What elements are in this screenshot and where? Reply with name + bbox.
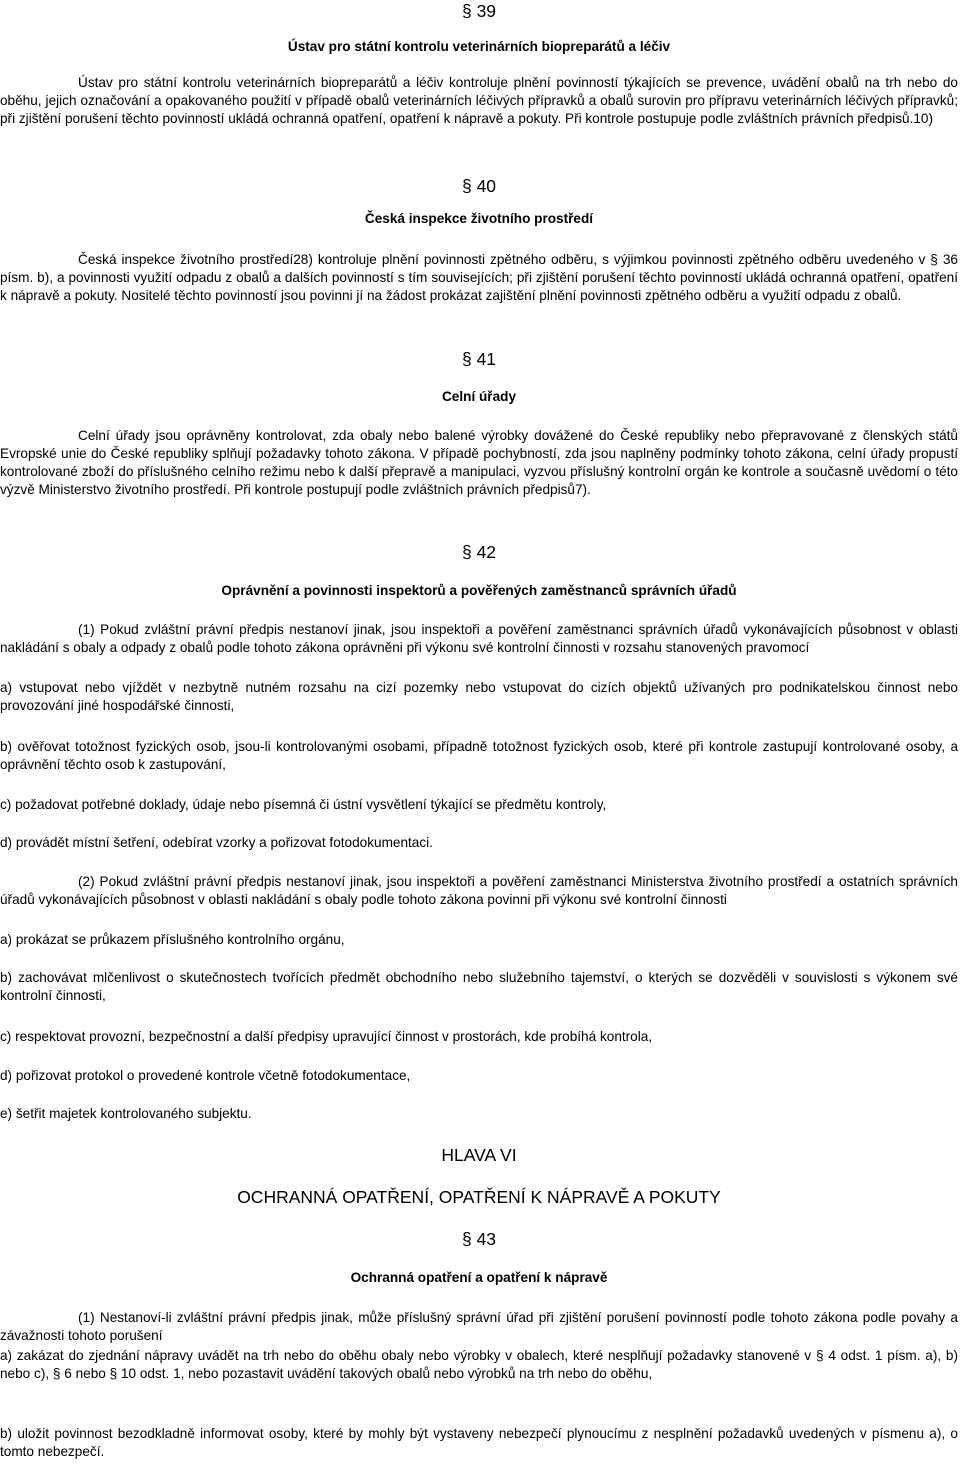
section-42-item-2c: c) respektovat provozní, bezpečnostní a další předpisy upravující činnost v prostorách, kde probíhá kontrola, [0, 1029, 653, 1044]
section-40-heading: § 40 [461, 176, 497, 196]
section-42-heading: § 42 [461, 542, 497, 562]
section-43-title: Ochranná opatření a opatření k nápravě [350, 1270, 608, 1285]
section-43-item-1a: a) zakázat do zjednání nápravy uvádět na trh nebo do oběhu obaly nebo výrobky v obalech, které nesplňují požadavky stanovené v § 4 odst. 1 písm. a), b) nebo c), § 6 nebo § 10 odst. 1, nebo pozastavit uvádění takových obalů nebo výrobků na trh nebo do oběhu, [0, 1348, 958, 1381]
section-42-item-1b: b) ověřovat totožnost fyzických osob, jsou-li kontrolovanými osobami, případně totožnost fyzických osob, které při kontrole zastupují kontrolované osoby, a oprávnění těchto osob k zastupování, [0, 739, 958, 772]
section-43-paragraph-1: (1) Nestanoví-li zvláštní právní předpis jinak, může příslušný správní úřad při zjištění porušení povinností podle tohoto zákona podle povahy a závažnosti tohoto porušení [0, 1310, 958, 1343]
section-41-title: Celní úřady [441, 389, 517, 404]
section-41-heading: § 41 [461, 349, 497, 369]
section-40-body: Česká inspekce životního prostředí28) kontroluje plnění povinnosti zpětného odběru, s výjimkou povinnosti zpětného odběru uvedeného v § 36 písm. b), a povinnosti využití odpadu z obalů a dalších povinností s tím souvisejících; při zjištění porušení těchto povinností ukládá ochranná opatření, opatření k nápravě a pokuty. Nositelé těchto povinností jsou povinni jí na žádost prokázat zajištění plnění povinnosti zpětného odběru a využití odpadu z obalů. [0, 252, 958, 303]
chapter-number: HLAVA VI [441, 1145, 517, 1165]
section-42-item-1a: a) vstupovat nebo vjíždět v nezbytně nutném rozsahu na cizí pozemky nebo vstupovat do cizích objektů užívaných pro podnikatelskou činnost nebo provozování jiné hospodářské činnosti, [0, 680, 958, 713]
section-39-heading: § 39 [461, 1, 497, 21]
section-42-paragraph-2: (2) Pokud zvláštní právní předpis nestanoví jinak, jsou inspektoři a pověření zaměstnanci Ministerstva životního prostředí a ostatních správních úřadů vykonávajících působnost v oblasti nakládání s obaly podle tohoto zákona povinni při výkonu své kontrolní činnosti [0, 874, 958, 907]
section-40-title: Česká inspekce životního prostředí [364, 211, 594, 226]
section-42-item-2b: b) zachovávat mlčenlivost o skutečnostech tvořících předmět obchodního nebo služebního tajemství, o kterých se dozvěděli v souvislosti s výkonem své kontrolní činnosti, [0, 970, 958, 1003]
section-43-heading: § 43 [461, 1229, 497, 1249]
section-42-item-1d: d) provádět místní šetření, odebírat vzorky a pořizovat fotodokumentaci. [0, 835, 433, 850]
section-43-item-1b: b) uložit povinnost bezodkladně informovat osoby, které by mohly být vystaveny nebezpečí plynoucímu z nesplnění požadavků uvedených v písmenu a), o tomto nebezpečí. [0, 1426, 958, 1459]
section-39-title: Ústav pro státní kontrolu veterinárních biopreparátů a léčiv [287, 39, 671, 54]
section-42-item-2e: e) šetřit majetek kontrolovaného subjektu. [0, 1106, 252, 1121]
section-42-item-2d: d) pořizovat protokol o provedené kontrole včetně fotodokumentace, [0, 1068, 411, 1083]
section-41-body: Celní úřady jsou oprávněny kontrolovat, zda obaly nebo balené výrobky dovážené do České republiky nebo přepravované z členských států Evropské unie do České republiky splňují požadavky tohoto zákona. V případě pochybností, zda jsou naplněny podmínky tohoto zákona, celní úřady propustí kontrolované zboží do příslušného celního režimu nebo k další přepravě a manipulaci, vyzvou příslušný kontrolní orgán ke kontrole a současně uvědomí o této výzvě Ministerstvo životního prostředí. Při kontrole postupují podle zvláštních právních předpisů7). [0, 428, 958, 497]
section-42-item-1c: c) požadovat potřebné doklady, údaje nebo písemná či ústní vysvětlení týkající se předmětu kontroly, [0, 797, 607, 812]
section-39-body: Ústav pro státní kontrolu veterinárních biopreparátů a léčiv kontroluje plnění povinností týkajících se prevence, uvádění obalů na trh nebo do oběhu, jejich označování a opakovaného použití v případě obalů veterinárních léčivých přípravků a obalů surovin pro přípravu veterinárních léčivých přípravků; při zjištění porušení těchto povinností ukládá ochranná opatření, opatření k nápravě a pokuty. Při kontrole postupuje podle zvláštních právních předpisů.10) [0, 75, 958, 126]
chapter-title: OCHRANNÁ OPATŘENÍ, OPATŘENÍ K NÁPRAVĚ A POKUTY [237, 1187, 721, 1207]
section-42-paragraph-1: (1) Pokud zvláštní právní předpis nestanoví jinak, jsou inspektoři a pověření zaměstnanci správních úřadů vykonávajících působnost v oblasti nakládání s obaly a odpady z obalů podle tohoto zákona oprávněni při výkonu své kontrolní činnosti v rozsahu stanovených pravomocí [0, 622, 958, 655]
section-42-item-2a: a) prokázat se průkazem příslušného kontrolního orgánu, [0, 932, 345, 947]
section-42-title: Oprávnění a povinnosti inspektorů a pověřených zaměstnanců správních úřadů [221, 583, 737, 598]
